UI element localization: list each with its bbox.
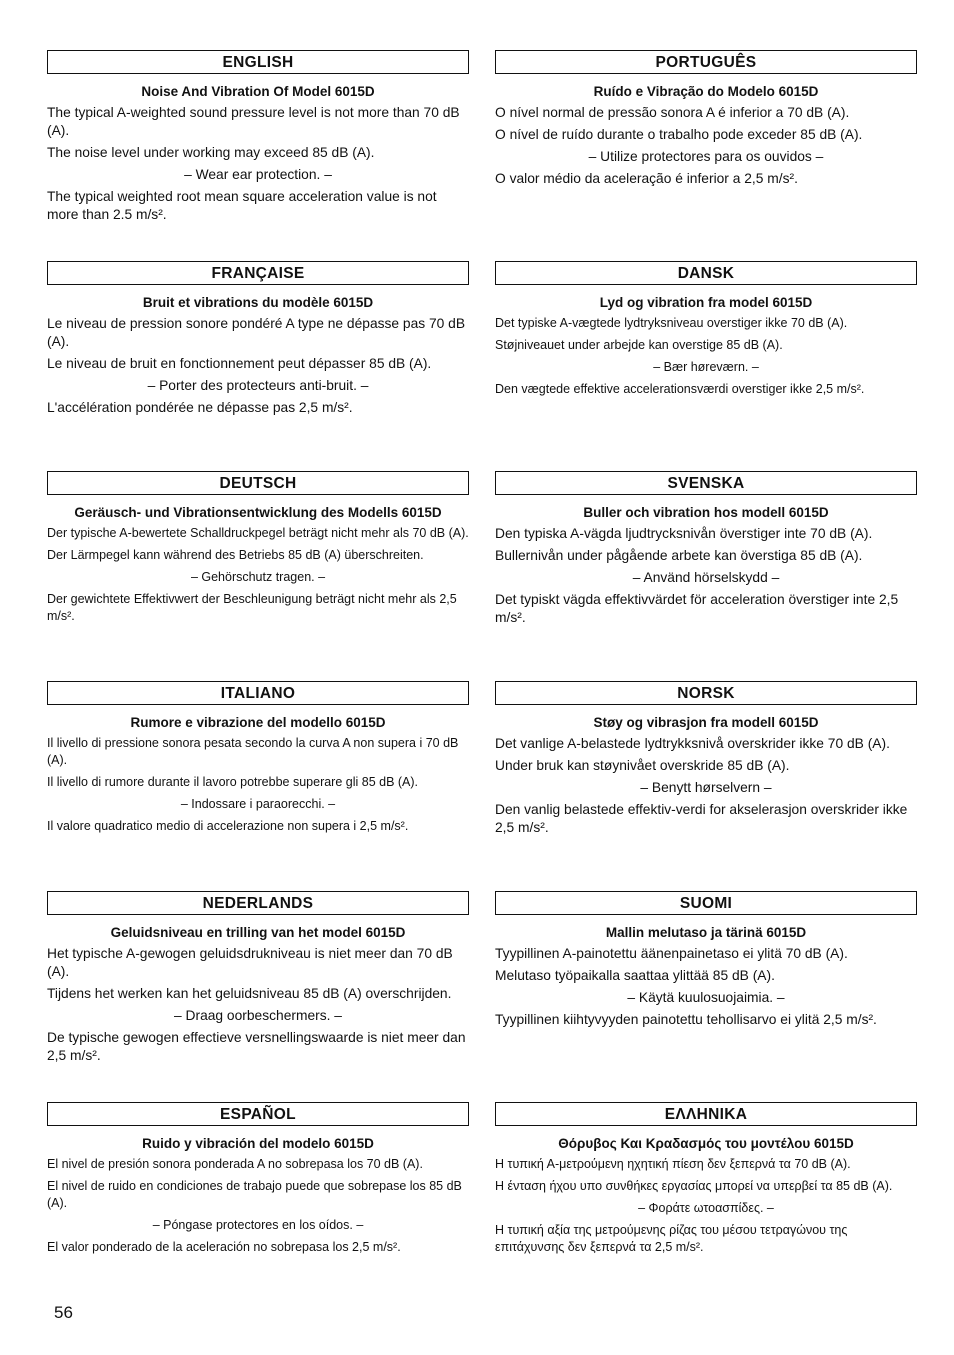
sound-pressure-text: El nivel de presión sonora ponderada A no sobrepasa los 70 dB (A). [47, 1157, 423, 1171]
ear-protection-warning: – Käytä kuulosuojaimia. – [627, 990, 785, 1005]
ear-protection-warning: – Wear ear protection. – [184, 167, 332, 182]
section-heading: NORSK [495, 681, 917, 705]
sound-pressure-text: The typical A-weighted sound pressure level is not more than 70 dB (A). [47, 105, 460, 138]
sound-pressure-text: Der typische A-bewertete Schalldruckpegel beträgt nicht mehr als 70 dB (A). [47, 526, 469, 540]
ear-protection-warning: – Póngase protectores en los oídos. – [152, 1218, 364, 1232]
ear-protection-warning: – Porter des protecteurs anti-bruit. – [147, 378, 369, 393]
section-norsk [495, 681, 917, 841]
section-espanol [47, 1102, 469, 1261]
section-svenska [495, 471, 917, 631]
sound-pressure-text: Het typische A-gewogen geluidsdrukniveau is niet meer dan 70 dB (A). [47, 946, 453, 979]
ear-protection-warning: – Bær høreværn. – [653, 360, 759, 374]
section-heading: DANSK [495, 261, 917, 285]
section-subtitle: Lyd og vibration fra model 6015D [599, 295, 813, 310]
section-subtitle: Rumore e vibrazione del modello 6015D [130, 715, 386, 730]
noise-level-text: Il livello di rumore durante il lavoro potrebbe superare gli 85 dB (A). [47, 775, 419, 789]
section-subtitle: Geräusch- und Vibrationsentwicklung des Modells 6015D [74, 505, 442, 520]
noise-level-text: Bullernivån under pågående arbete kan överstiga 85 dB (A). [495, 548, 863, 563]
page-number: 56 [54, 1303, 73, 1322]
sound-pressure-text: Le niveau de pression sonore pondéré A type ne dépasse pas 70 dB (A). [47, 316, 466, 349]
noise-level-text: El nivel de ruido en condiciones de trabajo puede que sobrepase los 85 dB (A). [47, 1179, 462, 1210]
section-ellinika [495, 1102, 917, 1261]
section-subtitle: Mallin melutaso ja tärinä 6015D [605, 925, 807, 940]
acceleration-text: O valor médio da aceleração é inferior a 2,5 m/s². [495, 171, 798, 186]
noise-level-text: Tijdens het werken kan het geluidsniveau 85 dB (A) overschrijden. [47, 986, 452, 1001]
acceleration-text: Der gewichtete Effektivwert der Beschleunigung beträgt nicht mehr als 2,5 m/s². [47, 592, 457, 623]
sound-pressure-text: Tyypillinen A-painotettu äänenpainetaso ei ylitä 70 dB (A). [495, 946, 848, 961]
acceleration-text: Det typiskt vägda effektivvärdet för acceleration överstiger inte 2,5 m/s². [495, 592, 899, 625]
ear-protection-warning: – Benytt hørselvern – [640, 780, 772, 795]
noise-level-text: O nível de ruído durante o trabalho pode exceder 85 dB (A). [495, 127, 863, 142]
section-subtitle: Buller och vibration hos modell 6015D [583, 505, 829, 520]
acceleration-text: Tyypillinen kiihtyvyyden painotettu tehollisarvo ei ylitä 2,5 m/s². [495, 1012, 877, 1027]
acceleration-text: The typical weighted root mean square acceleration value is not more than 2.5 m/s². [47, 189, 437, 222]
ear-protection-warning: – Indossare i paraorecchi. – [180, 797, 336, 811]
section-heading: SVENSKA [495, 471, 917, 495]
section-subtitle: Ruído e Vibração do Modelo 6015D [593, 84, 819, 99]
acceleration-text: Den vægtede effektive accelerationsværdi overstiger ikke 2,5 m/s². [495, 382, 865, 396]
section-heading: ESPAÑOL [47, 1102, 469, 1126]
section-dansk [495, 261, 917, 403]
section-subtitle: Ruido y vibración del modelo 6015D [142, 1136, 374, 1151]
sound-pressure-text: Det vanlige A-belastede lydtrykksnivå overskrider ikke 70 dB (A). [495, 736, 890, 751]
section-heading: ΕΛΛΗΝΙΚΑ [495, 1102, 917, 1126]
section-heading: FRANÇAISE [47, 261, 469, 285]
noise-level-text: Støjniveauet under arbejde kan overstige 85 dB (A). [495, 338, 783, 352]
ear-protection-warning: – Utilize protectores para os ouvidos – [588, 149, 824, 164]
section-english [47, 50, 469, 228]
ear-protection-warning: – Använd hörselskydd – [632, 570, 780, 585]
section-heading: PORTUGUÊS [495, 50, 917, 74]
section-subtitle: Bruit et vibrations du modèle 6015D [142, 295, 374, 310]
sound-pressure-text: Det typiske A-vægtede lydtryksniveau overstiger ikke 70 dB (A). [495, 316, 848, 330]
ear-protection-warning: – Gehörschutz tragen. – [190, 570, 326, 584]
acceleration-text: L'accélération pondérée ne dépasse pas 2,5 m/s². [47, 400, 353, 415]
acceleration-text: Den vanlig belastede effektiv-verdi for akselerasjon overskrider ikke 2,5 m/s². [495, 802, 908, 835]
section-heading: DEUTSCH [47, 471, 469, 495]
noise-level-text: Der Lärmpegel kann während des Betriebs 85 dB (A) überschreiten. [47, 548, 424, 562]
section-heading: SUOMI [495, 891, 917, 915]
acceleration-text: Η τυπική αξία της μετρούμενης ρίζας του μέσου τετραγώνου της επιτάχυνσης δεν ξεπερνά τα 2,5 m/s². [495, 1223, 848, 1254]
noise-level-text: The noise level under working may exceed 85 dB (A). [47, 145, 375, 160]
section-heading: ITALIANO [47, 681, 469, 705]
section-heading: NEDERLANDS [47, 891, 469, 915]
acceleration-text: Il valore quadratico medio di accelerazione non supera i 2,5 m/s². [47, 819, 409, 833]
sound-pressure-text: Il livello di pressione sonora pesata secondo la curva A non supera i 70 dB (A). [47, 736, 459, 767]
section-portugues [495, 50, 917, 192]
acceleration-text: El valor ponderado de la aceleración no sobrepasa los 2,5 m/s². [47, 1240, 401, 1254]
noise-level-text: Η ένταση ήχου υπο συνθήκες εργασίας μπορεί να υπερβεί τα 85 dB (A). [495, 1179, 893, 1193]
noise-level-text: Le niveau de bruit en fonctionnement peut dépasser 85 dB (A). [47, 356, 432, 371]
sound-pressure-text: O nível normal de pressão sonora A é inferior a 70 dB (A). [495, 105, 850, 120]
section-heading: ENGLISH [47, 50, 469, 74]
ear-protection-warning: – Draag oorbeschermers. – [174, 1008, 342, 1023]
section-subtitle: Geluidsniveau en trilling van het model 6015D [110, 925, 406, 940]
noise-level-text: Under bruk kan støynivået overskride 85 dB (A). [495, 758, 790, 773]
section-deutsch [47, 471, 469, 630]
section-subtitle: Støy og vibrasjon fra modell 6015D [593, 715, 819, 730]
section-suomi [495, 891, 917, 1033]
section-nederlands [47, 891, 469, 1069]
section-subtitle: Θόρυβος Και Κραδασμός του μοντέλου 6015D [558, 1136, 854, 1151]
sound-pressure-text: Den typiska A-vägda ljudtrycksnivån överstiger inte 70 dB (A). [495, 526, 873, 541]
section-italiano [47, 681, 469, 840]
acceleration-text: De typische gewogen effectieve versnellingswaarde is niet meer dan 2,5 m/s². [47, 1030, 466, 1063]
section-francaise [47, 261, 469, 421]
noise-level-text: Melutaso työpaikalla saattaa ylittää 85 dB (A). [495, 968, 775, 983]
ear-protection-warning: – Φοράτε ωτοασπίδες. – [638, 1201, 774, 1215]
sound-pressure-text: Η τυπική Α-μετρούμενη ηχητική πίεση δεν ξεπερνά τα 70 dB (A). [495, 1157, 851, 1171]
section-subtitle: Noise And Vibration Of Model 6015D [141, 84, 375, 99]
